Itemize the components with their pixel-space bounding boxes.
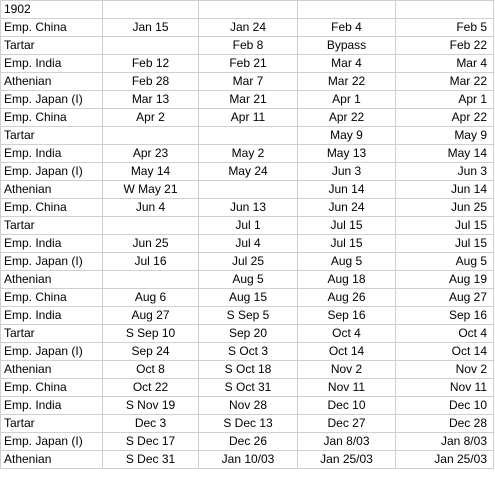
date-cell-col2[interactable]: Aug 15 [199,289,298,307]
table-row [1,73,494,91]
date-cell-col1[interactable]: S Dec 17 [103,433,199,451]
date-cell-col3[interactable]: Jan 8/03 [298,433,396,451]
date-cell-col1[interactable]: S Dec 31 [103,451,199,469]
table-row [1,253,494,271]
date-cell-col3[interactable]: Jun 14 [298,181,396,199]
date-cell-col2[interactable]: Jul 1 [199,217,298,235]
table-row [1,289,494,307]
date-cell-col3[interactable]: Jul 15 [298,217,396,235]
date-cell-col2[interactable]: Jan 24 [199,19,298,37]
table-row [1,397,494,415]
date-cell-col4[interactable]: Jul 15 [396,217,494,235]
ship-name-cell[interactable]: Tartar [1,415,103,433]
date-cell-col2[interactable]: S Sep 5 [199,307,298,325]
table-row [1,37,494,55]
date-cell-col1[interactable]: Jun 25 [103,235,199,253]
date-cell-col3[interactable]: Sep 16 [298,307,396,325]
date-cell-col1[interactable]: Jun 4 [103,199,199,217]
table-row [1,55,494,73]
ship-name-cell[interactable]: Emp. India [1,235,103,253]
date-cell-col4[interactable]: Aug 19 [396,271,494,289]
date-cell-col3[interactable]: Aug 18 [298,271,396,289]
date-cell-col4[interactable]: Aug 27 [396,289,494,307]
date-cell-col1[interactable]: Jul 16 [103,253,199,271]
date-cell-col2[interactable]: S Oct 18 [199,361,298,379]
empty-cell[interactable] [298,1,396,19]
date-cell-col3[interactable]: Dec 27 [298,415,396,433]
date-cell-col3[interactable]: May 13 [298,145,396,163]
date-cell-col2[interactable]: Sep 20 [199,325,298,343]
date-cell-col4[interactable]: Jun 14 [396,181,494,199]
date-cell-col1[interactable]: Oct 22 [103,379,199,397]
date-cell-col2[interactable] [199,127,298,145]
date-cell-col4[interactable]: Dec 10 [396,397,494,415]
date-cell-col4[interactable]: Feb 5 [396,19,494,37]
date-cell-col1[interactable]: S Sep 10 [103,325,199,343]
date-cell-col4[interactable]: Mar 22 [396,73,494,91]
ship-name-cell[interactable]: Emp. India [1,55,103,73]
table-row [1,91,494,109]
date-cell-col2[interactable]: Feb 8 [199,37,298,55]
sheet-body [1,1,494,469]
ship-name-cell[interactable]: Athenian [1,73,103,91]
date-cell-col1[interactable]: Feb 28 [103,73,199,91]
ship-name-cell[interactable]: Emp. China [1,199,103,217]
date-cell-col4[interactable]: Apr 22 [396,109,494,127]
date-cell-col1[interactable]: Oct 8 [103,361,199,379]
date-cell-col1[interactable]: Jan 15 [103,19,199,37]
table-row [1,343,494,361]
date-cell-col4[interactable]: Jul 15 [396,235,494,253]
ship-name-cell[interactable]: Emp. China [1,289,103,307]
date-cell-col1[interactable]: S Nov 19 [103,397,199,415]
ship-name-cell[interactable]: Emp. China [1,379,103,397]
date-cell-col3[interactable]: Nov 11 [298,379,396,397]
table-row [1,217,494,235]
date-cell-col2[interactable]: Jan 10/03 [199,451,298,469]
date-cell-col2[interactable]: Nov 28 [199,397,298,415]
table-row [1,379,494,397]
ship-name-cell[interactable]: Emp. Japan (I) [1,91,103,109]
date-cell-col3[interactable]: Apr 1 [298,91,396,109]
date-cell-col1[interactable] [103,271,199,289]
date-cell-col1[interactable]: Apr 23 [103,145,199,163]
date-cell-col4[interactable]: Apr 1 [396,91,494,109]
date-cell-col3[interactable]: May 9 [298,127,396,145]
date-cell-col4[interactable]: Jan 8/03 [396,433,494,451]
date-cell-col1[interactable] [103,37,199,55]
table-row [1,145,494,163]
empty-cell[interactable] [103,1,199,19]
date-cell-col4[interactable]: Nov 11 [396,379,494,397]
date-cell-col2[interactable]: Jul 25 [199,253,298,271]
header-row [1,1,494,19]
date-cell-col1[interactable] [103,217,199,235]
date-cell-col2[interactable]: Mar 7 [199,73,298,91]
date-cell-col3[interactable]: Oct 14 [298,343,396,361]
ship-name-cell[interactable]: Athenian [1,451,103,469]
table-row [1,325,494,343]
date-cell-col1[interactable]: Sep 24 [103,343,199,361]
ship-name-cell[interactable]: Emp. Japan (I) [1,433,103,451]
date-cell-col2[interactable]: Jun 13 [199,199,298,217]
date-cell-col1[interactable]: Aug 27 [103,307,199,325]
ship-name-cell[interactable]: Tartar [1,127,103,145]
date-cell-col2[interactable]: Feb 21 [199,55,298,73]
date-cell-col2[interactable]: Dec 26 [199,433,298,451]
year-cell[interactable]: 1902 [1,1,103,19]
ship-name-cell[interactable]: Athenian [1,271,103,289]
date-cell-col4[interactable]: Oct 4 [396,325,494,343]
date-cell-col4[interactable]: Feb 22 [396,37,494,55]
ship-name-cell[interactable]: Tartar [1,37,103,55]
ship-name-cell[interactable]: Tartar [1,217,103,235]
table-row [1,163,494,181]
date-cell-col2[interactable]: Apr 11 [199,109,298,127]
date-cell-col3[interactable]: Mar 4 [298,55,396,73]
ship-name-cell[interactable]: Emp. China [1,19,103,37]
table-row [1,271,494,289]
date-cell-col3[interactable]: Mar 22 [298,73,396,91]
ship-name-cell[interactable]: Emp. India [1,145,103,163]
date-cell-col2[interactable]: Jul 4 [199,235,298,253]
date-cell-col4[interactable]: May 9 [396,127,494,145]
date-cell-col2[interactable] [199,181,298,199]
ship-name-cell[interactable]: Athenian [1,361,103,379]
date-cell-col2[interactable]: May 24 [199,163,298,181]
table-row [1,181,494,199]
date-cell-col1[interactable]: Dec 3 [103,415,199,433]
ship-name-cell[interactable]: Emp. India [1,397,103,415]
date-cell-col1[interactable]: Feb 12 [103,55,199,73]
date-cell-col2[interactable]: S Oct 3 [199,343,298,361]
date-cell-col4[interactable]: Nov 2 [396,361,494,379]
date-cell-col3[interactable]: Feb 4 [298,19,396,37]
date-cell-col4[interactable]: Oct 14 [396,343,494,361]
date-cell-col1[interactable]: Aug 6 [103,289,199,307]
date-cell-col4[interactable]: Jan 25/03 [396,451,494,469]
date-cell-col3[interactable]: Apr 22 [298,109,396,127]
date-cell-col4[interactable]: Aug 5 [396,253,494,271]
table-row [1,433,494,451]
ship-name-cell[interactable]: Athenian [1,181,103,199]
date-cell-col2[interactable]: S Oct 31 [199,379,298,397]
date-cell-col3[interactable]: Jan 25/03 [298,451,396,469]
table-row [1,361,494,379]
date-cell-col1[interactable]: W May 21 [103,181,199,199]
empty-cell[interactable] [199,1,298,19]
ship-name-cell[interactable]: Emp. Japan (I) [1,163,103,181]
date-cell-col4[interactable]: Sep 16 [396,307,494,325]
date-cell-col1[interactable] [103,127,199,145]
date-cell-col3[interactable]: Nov 2 [298,361,396,379]
date-cell-col2[interactable]: S Dec 13 [199,415,298,433]
ship-name-cell[interactable]: Emp. India [1,307,103,325]
table-row [1,199,494,217]
date-cell-col3[interactable]: Dec 10 [298,397,396,415]
ship-name-cell[interactable]: Emp. China [1,109,103,127]
table-row [1,451,494,469]
date-cell-col3[interactable]: Jul 15 [298,235,396,253]
date-cell-col3[interactable]: Jun 3 [298,163,396,181]
ship-name-cell[interactable]: Tartar [1,325,103,343]
date-cell-col4[interactable]: Jun 3 [396,163,494,181]
date-cell-col3[interactable]: Aug 26 [298,289,396,307]
ship-name-cell[interactable]: Emp. Japan (I) [1,343,103,361]
date-cell-col3[interactable]: Jun 24 [298,199,396,217]
table-row [1,109,494,127]
table-row [1,19,494,37]
table-row [1,415,494,433]
date-cell-col2[interactable]: May 2 [199,145,298,163]
table-row [1,127,494,145]
table-row [1,235,494,253]
empty-cell[interactable] [396,1,494,19]
date-cell-col4[interactable]: May 14 [396,145,494,163]
table-row [1,307,494,325]
ship-name-cell[interactable]: Emp. Japan (I) [1,253,103,271]
date-cell-col1[interactable]: Apr 2 [103,109,199,127]
date-cell-col3[interactable]: Oct 4 [298,325,396,343]
date-cell-col2[interactable]: Mar 21 [199,91,298,109]
date-cell-col1[interactable]: Mar 13 [103,91,199,109]
date-cell-col3[interactable]: Bypass [298,37,396,55]
date-cell-col1[interactable]: May 14 [103,163,199,181]
date-cell-col4[interactable]: Mar 4 [396,55,494,73]
date-cell-col3[interactable]: Aug 5 [298,253,396,271]
date-cell-col4[interactable]: Jun 25 [396,199,494,217]
date-cell-col2[interactable]: Aug 5 [199,271,298,289]
date-cell-col4[interactable]: Dec 28 [396,415,494,433]
